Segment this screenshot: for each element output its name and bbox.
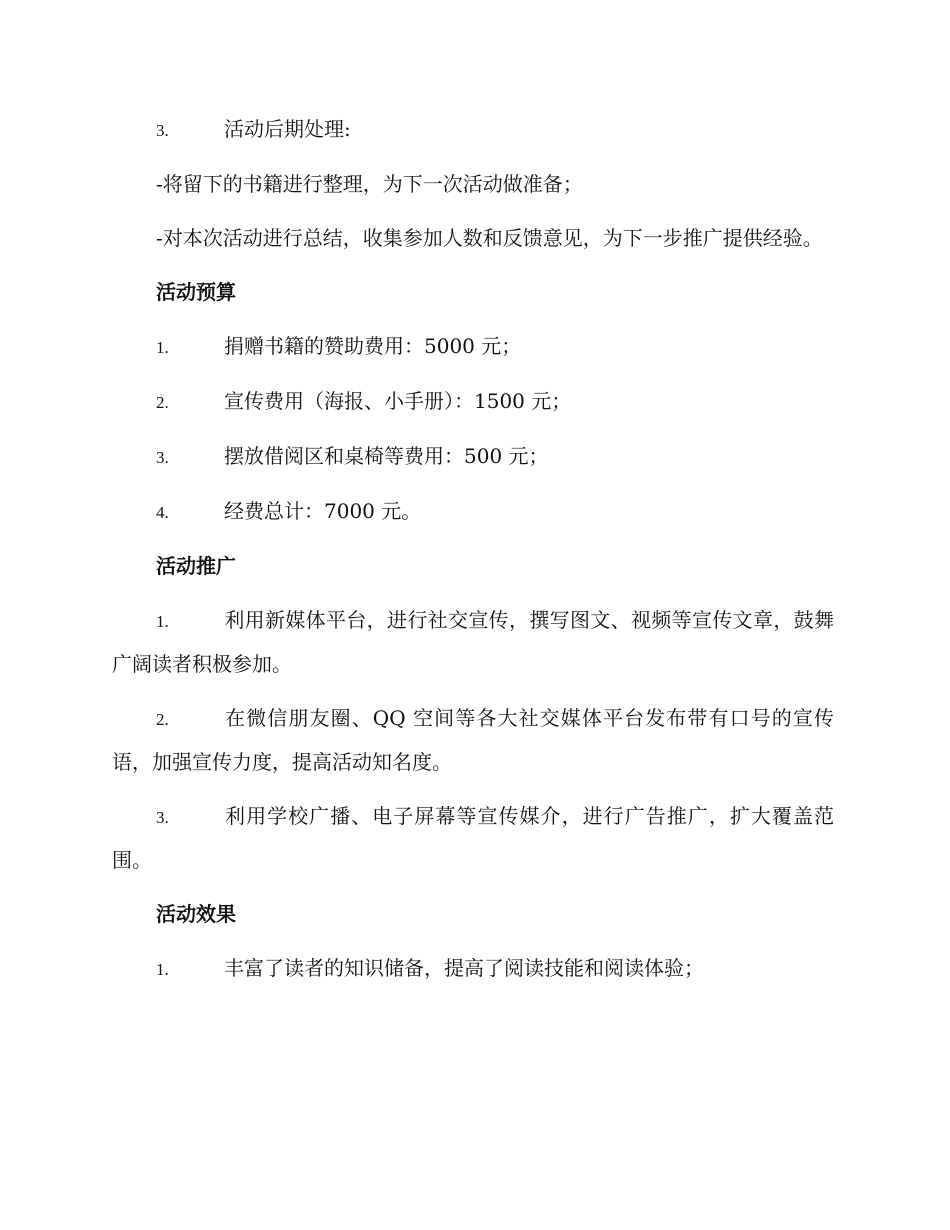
list-text: 利用学校广播、电子屏幕等宣传媒介，进行广告推广，扩大覆盖范围。 xyxy=(112,804,834,872)
promotion-item xyxy=(112,697,834,784)
budget-item xyxy=(112,380,834,424)
list-text: 宣传费用（海报、小手册）：1500 元； xyxy=(224,389,572,413)
list-number: 1. xyxy=(156,338,169,357)
list-text: 丰富了读者的知识储备，提高了阅读技能和阅读体验； xyxy=(224,956,704,980)
list-number: 2. xyxy=(156,710,169,729)
document-content xyxy=(112,108,834,1002)
budget-item xyxy=(112,325,834,369)
section-heading-effect: 活动效果 xyxy=(156,902,236,926)
section-heading-promotion: 活动推广 xyxy=(156,554,236,578)
list-text: 摆放借阅区和桌椅等费用：500 元； xyxy=(224,444,549,468)
list-number: 2. xyxy=(156,393,169,412)
list-text: 捐赠书籍的赞助费用：5000 元； xyxy=(224,334,522,358)
list-text: 活动后期处理: xyxy=(224,117,351,141)
bullet-paragraph: -将留下的书籍进行整理，为下一次活动做准备； xyxy=(156,172,583,196)
list-number: 3. xyxy=(156,808,169,827)
list-number: 1. xyxy=(156,960,169,979)
budget-item xyxy=(112,490,834,534)
list-text: 在微信朋友圈、QQ 空间等各大社交媒体平台发布带有口号的宣传语，加强宣传力度，提高活动知名度。 xyxy=(112,706,834,774)
list-number: 4. xyxy=(156,503,169,522)
list-number: 1. xyxy=(156,612,169,631)
effect-item xyxy=(112,947,834,991)
budget-item xyxy=(112,435,834,479)
list-text: 经费总计：7000 元。 xyxy=(224,499,422,523)
list-text: 利用新媒体平台，进行社交宣传，撰写图文、视频等宣传文章，鼓舞广阔读者积极参加。 xyxy=(112,608,834,676)
post-processing-item xyxy=(112,108,834,152)
promotion-item xyxy=(112,795,834,882)
section-heading-budget: 活动预算 xyxy=(156,280,236,304)
list-number: 3. xyxy=(156,121,169,140)
promotion-item xyxy=(112,599,834,686)
list-number: 3. xyxy=(156,448,169,467)
bullet-paragraph: -对本次活动进行总结，收集参加人数和反馈意见，为下一步推广提供经验。 xyxy=(156,226,823,250)
